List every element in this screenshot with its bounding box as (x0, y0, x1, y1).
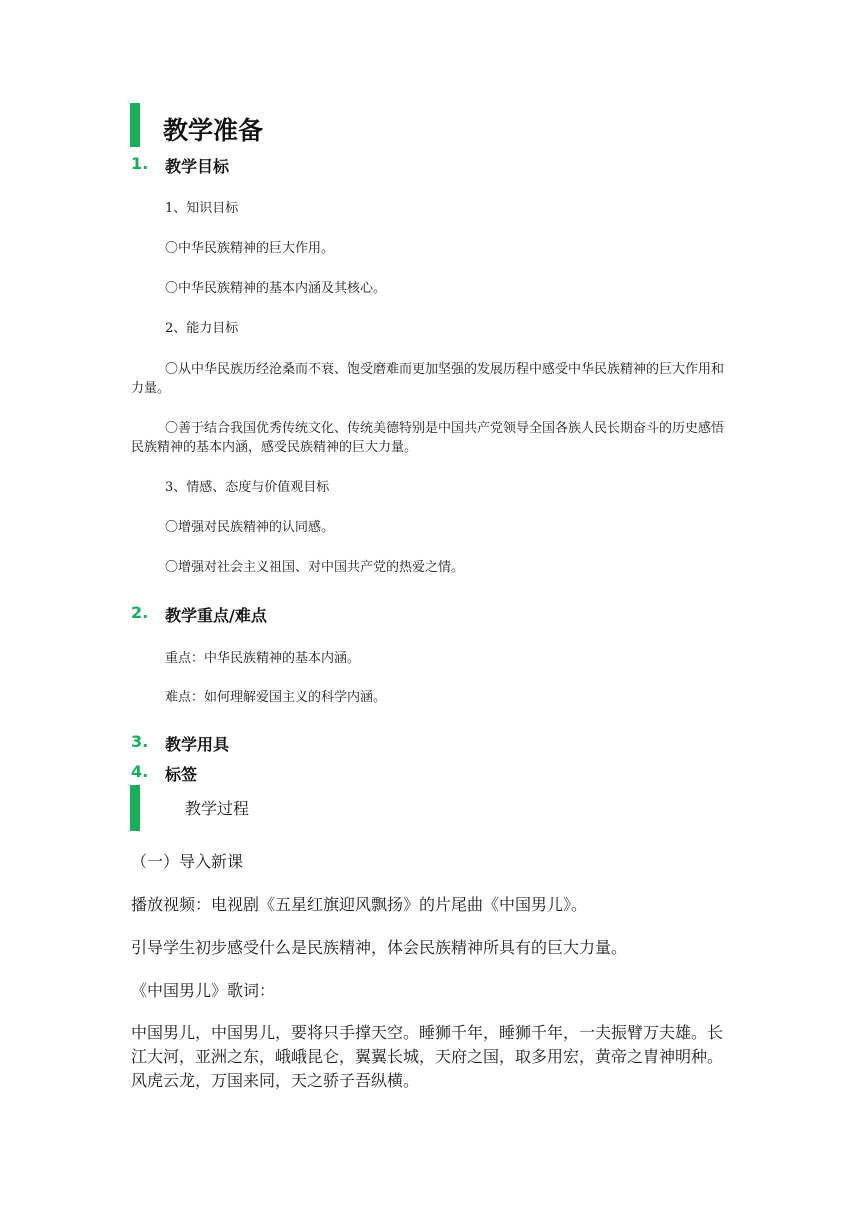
section-2-title: 教学重点/难点 (165, 606, 267, 625)
difficult-point-text: 难点：如何理解爱国主义的科学内涵。 (165, 690, 387, 705)
section-1-title: 教学目标 (165, 157, 230, 176)
process-subtitle: （一）导入新课 (131, 852, 244, 871)
section-1-number: 1. (131, 154, 149, 173)
heading-accent-bar (130, 103, 140, 147)
section-2-number: 2. (131, 603, 149, 622)
knowledge-goal-item: 〇中华民族精神的基本内涵及其核心。 (165, 281, 387, 296)
section-4-number: 4. (131, 762, 149, 781)
knowledge-goal-item: 〇中华民族精神的巨大作用。 (165, 241, 335, 256)
process-paragraph: 《中国男儿》歌词： (131, 981, 276, 1000)
section-3-title: 教学用具 (165, 735, 230, 754)
section-4-title: 标签 (165, 765, 198, 784)
process-title: 教学过程 (185, 799, 250, 818)
process-accent-bar (130, 785, 140, 831)
page-title: 教学准备 (163, 116, 264, 145)
key-point-text: 重点：中华民族精神的基本内涵。 (165, 651, 361, 666)
process-paragraph: 引导学生初步感受什么是民族精神，体会民族精神所具有的巨大力量。 (131, 938, 628, 957)
emotion-goal-title: 3、情感、态度与价值观目标 (165, 480, 330, 495)
section-3-number: 3. (131, 732, 149, 751)
emotion-goal-item: 〇增强对民族精神的认同感。 (165, 520, 335, 535)
lyrics-paragraph: 中国男儿，中国男儿，要将只手撑天空。睡狮千年，睡狮千年，一夫振臂万夫雄。长江大河，亚洲之东，峨峨昆仑，翼翼长城，天府之国，取多用宏，黄帝之胄神明种。风虎云龙，万国来同，天之骄子吾纵横。 (131, 1023, 724, 1090)
ability-goal-item: 〇善于结合我国优秀传统文化、传统美德特别是中国共产党领导全国各族人民长期奋斗的历史感悟民族精神的基本内涵，感受民族精神的巨大力量。 (131, 421, 725, 455)
ability-goal-title: 2、能力目标 (165, 321, 239, 336)
process-paragraph: 播放视频：电视剧《五星红旗迎风飘扬》的片尾曲《中国男儿》。 (131, 895, 588, 914)
knowledge-goal-title: 1、知识目标 (165, 201, 239, 216)
emotion-goal-item: 〇增强对社会主义祖国、对中国共产党的热爱之情。 (165, 560, 465, 575)
ability-goal-item: 〇从中华民族历经沧桑而不衰、饱受磨难而更加坚强的发展历程中感受中华民族精神的巨大作用和力量。 (131, 362, 725, 396)
